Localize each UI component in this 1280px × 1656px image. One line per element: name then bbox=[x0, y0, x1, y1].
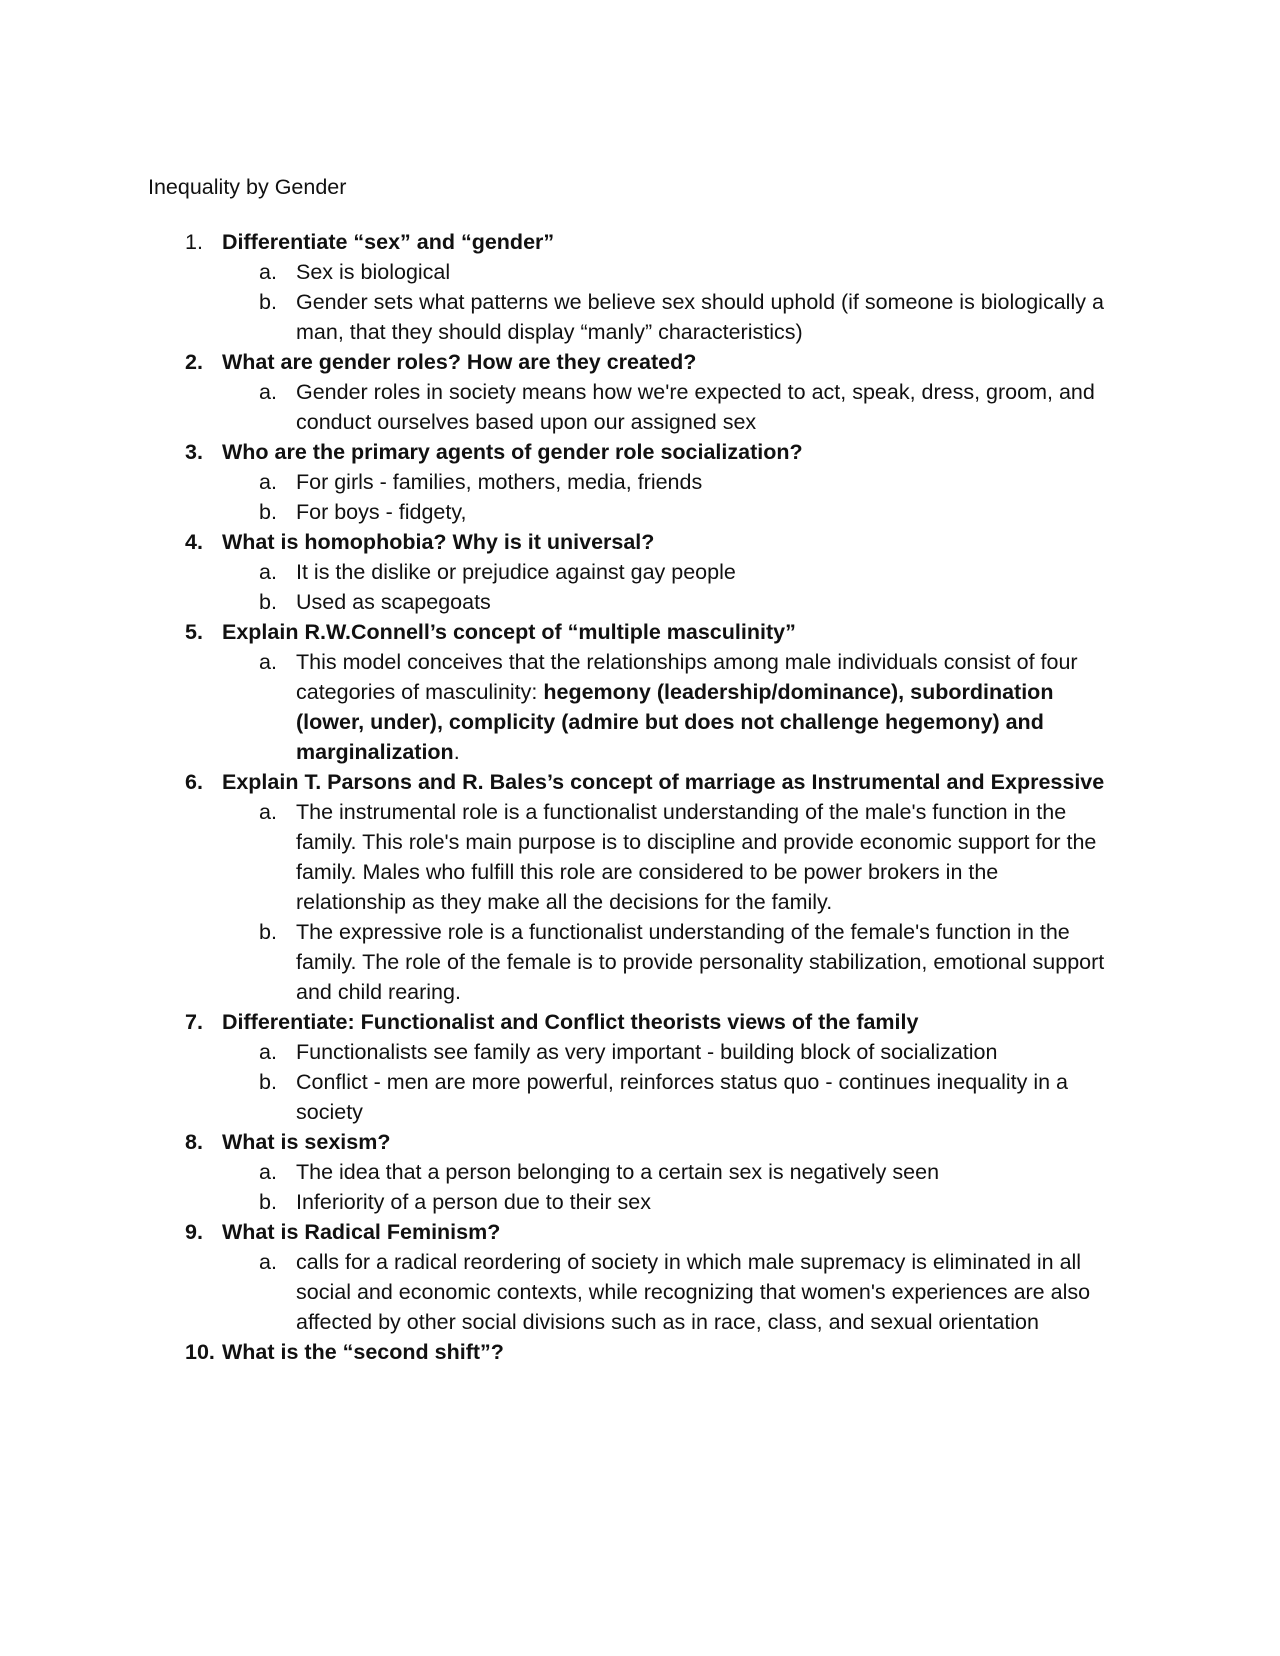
answer-item bbox=[222, 1157, 1110, 1187]
question-number: 9. bbox=[185, 1220, 203, 1244]
answer-text: For girls - families, mothers, media, friends bbox=[296, 470, 703, 494]
answer-text: It is the dislike or prejudice against gay people bbox=[296, 560, 736, 584]
answer-letter: b. bbox=[259, 920, 277, 944]
answer-letter: b. bbox=[259, 1190, 277, 1214]
answer-text: Gender sets what patterns we believe sex should uphold (if someone is biologically a man, that they should display “manly” characteristics) bbox=[296, 290, 1104, 344]
question-text: What is Radical Feminism? bbox=[222, 1220, 501, 1244]
answer-text: The idea that a person belonging to a certain sex is negatively seen bbox=[296, 1160, 940, 1184]
answer-item bbox=[222, 1037, 1110, 1067]
question-number: 7. bbox=[185, 1010, 203, 1034]
answer-letter: b. bbox=[259, 590, 277, 614]
answer-list bbox=[222, 1037, 1110, 1127]
answer-letter: b. bbox=[259, 290, 277, 314]
answer-letter: b. bbox=[259, 1070, 277, 1094]
answer-list bbox=[222, 797, 1110, 1007]
answer-list bbox=[222, 257, 1110, 347]
question-list bbox=[0, 227, 1280, 1367]
answer-text: The instrumental role is a functionalist understanding of the male's function in the family. This role's main purpose is to discipline and provide economic support for the family. Males who fulfill this role are considered to be power brokers in the relationship as they make all the decisions for the family. bbox=[296, 800, 1097, 914]
answer-item bbox=[222, 587, 1110, 617]
answer-letter: a. bbox=[259, 1250, 277, 1274]
question-text: Differentiate: Functionalist and Conflict theorists views of the family bbox=[222, 1010, 919, 1034]
answer-text: Conflict - men are more powerful, reinforces status quo - continues inequality in a society bbox=[296, 1070, 1068, 1124]
question-item bbox=[0, 527, 1280, 617]
question-item bbox=[0, 437, 1280, 527]
answer-list bbox=[222, 647, 1110, 767]
question-item bbox=[0, 1127, 1280, 1217]
question-number: 2. bbox=[185, 350, 203, 374]
question-item bbox=[0, 1217, 1280, 1337]
question-number: 4. bbox=[185, 530, 203, 554]
question-item bbox=[0, 347, 1280, 437]
question-text: Explain R.W.Connell’s concept of “multiple masculinity” bbox=[222, 620, 796, 644]
question-number: 6. bbox=[185, 770, 203, 794]
answer-text-plain: This model conceives that the relationships among male individuals consist of four categories of masculinity: bbox=[296, 650, 1078, 704]
question-item bbox=[0, 1007, 1280, 1127]
answer-text: calls for a radical reordering of society in which male supremacy is eliminated in all social and economic contexts, while recognizing that women's experiences are also affected by other social divisions such as in race, class, and sexual orientation bbox=[296, 1250, 1091, 1334]
question-text: What is homophobia? Why is it universal? bbox=[222, 530, 655, 554]
answer-text: Used as scapegoats bbox=[296, 590, 491, 614]
answer-list bbox=[222, 1157, 1110, 1217]
answer-text: Inferiority of a person due to their sex bbox=[296, 1190, 651, 1214]
answer-letter: a. bbox=[259, 380, 277, 404]
answer-letter: a. bbox=[259, 470, 277, 494]
answer-text: Sex is biological bbox=[296, 260, 451, 284]
answer-letter: a. bbox=[259, 1160, 277, 1184]
question-item bbox=[0, 767, 1280, 1007]
answer-text: For boys - fidgety, bbox=[296, 500, 467, 524]
question-text: Differentiate “sex” and “gender” bbox=[222, 230, 555, 254]
document-title: Inequality by Gender bbox=[148, 175, 347, 199]
question-item bbox=[0, 227, 1280, 347]
question-text: Explain T. Parsons and R. Bales’s concept of marriage as Instrumental and Expressive bbox=[222, 770, 1105, 794]
answer-letter: a. bbox=[259, 1040, 277, 1064]
question-number: 1. bbox=[185, 230, 203, 254]
answer-list bbox=[222, 377, 1110, 437]
question-number: 8. bbox=[185, 1130, 203, 1154]
answer-letter: b. bbox=[259, 500, 277, 524]
answer-list bbox=[222, 557, 1110, 617]
answer-item bbox=[222, 1067, 1110, 1127]
answer-text-bold: hegemony (leadership/dominance), subordination (lower, under), complicity (admire but does not challenge hegemony) and marginalization bbox=[296, 680, 1054, 764]
answer-text: Functionalists see family as very important - building block of socialization bbox=[296, 1040, 998, 1064]
answer-letter: a. bbox=[259, 800, 277, 824]
answer-item bbox=[222, 647, 1110, 767]
question-text: Who are the primary agents of gender role socialization? bbox=[222, 440, 803, 464]
question-text: What is sexism? bbox=[222, 1130, 391, 1154]
answer-item bbox=[222, 377, 1110, 437]
question-item bbox=[0, 1337, 1280, 1367]
answer-text: Gender roles in society means how we're expected to act, speak, dress, groom, and conduct ourselves based upon our assigned sex bbox=[296, 380, 1095, 434]
answer-item bbox=[222, 917, 1110, 1007]
answer-item bbox=[222, 287, 1110, 347]
question-number: 5. bbox=[185, 620, 203, 644]
answer-item bbox=[222, 257, 1110, 287]
question-text: What is the “second shift”? bbox=[222, 1340, 504, 1364]
answer-letter: a. bbox=[259, 650, 277, 674]
answer-item bbox=[222, 1187, 1110, 1217]
answer-item bbox=[222, 497, 1110, 527]
answer-text: The expressive role is a functionalist understanding of the female's function in the family. The role of the female is to provide personality stabilization, emotional support and child rearing. bbox=[296, 920, 1105, 1004]
answer-item bbox=[222, 797, 1110, 917]
answer-item bbox=[222, 557, 1110, 587]
answer-text bbox=[296, 647, 1110, 767]
answer-item bbox=[222, 1247, 1110, 1337]
question-number: 10. bbox=[185, 1340, 215, 1364]
answer-text-end: . bbox=[453, 740, 460, 764]
answer-item bbox=[222, 467, 1110, 497]
question-number: 3. bbox=[185, 440, 203, 464]
answer-letter: a. bbox=[259, 560, 277, 584]
question-text: What are gender roles? How are they created? bbox=[222, 350, 697, 374]
question-item bbox=[0, 617, 1280, 767]
answer-list bbox=[222, 1247, 1110, 1337]
answer-letter: a. bbox=[259, 260, 277, 284]
answer-list bbox=[222, 467, 1110, 527]
